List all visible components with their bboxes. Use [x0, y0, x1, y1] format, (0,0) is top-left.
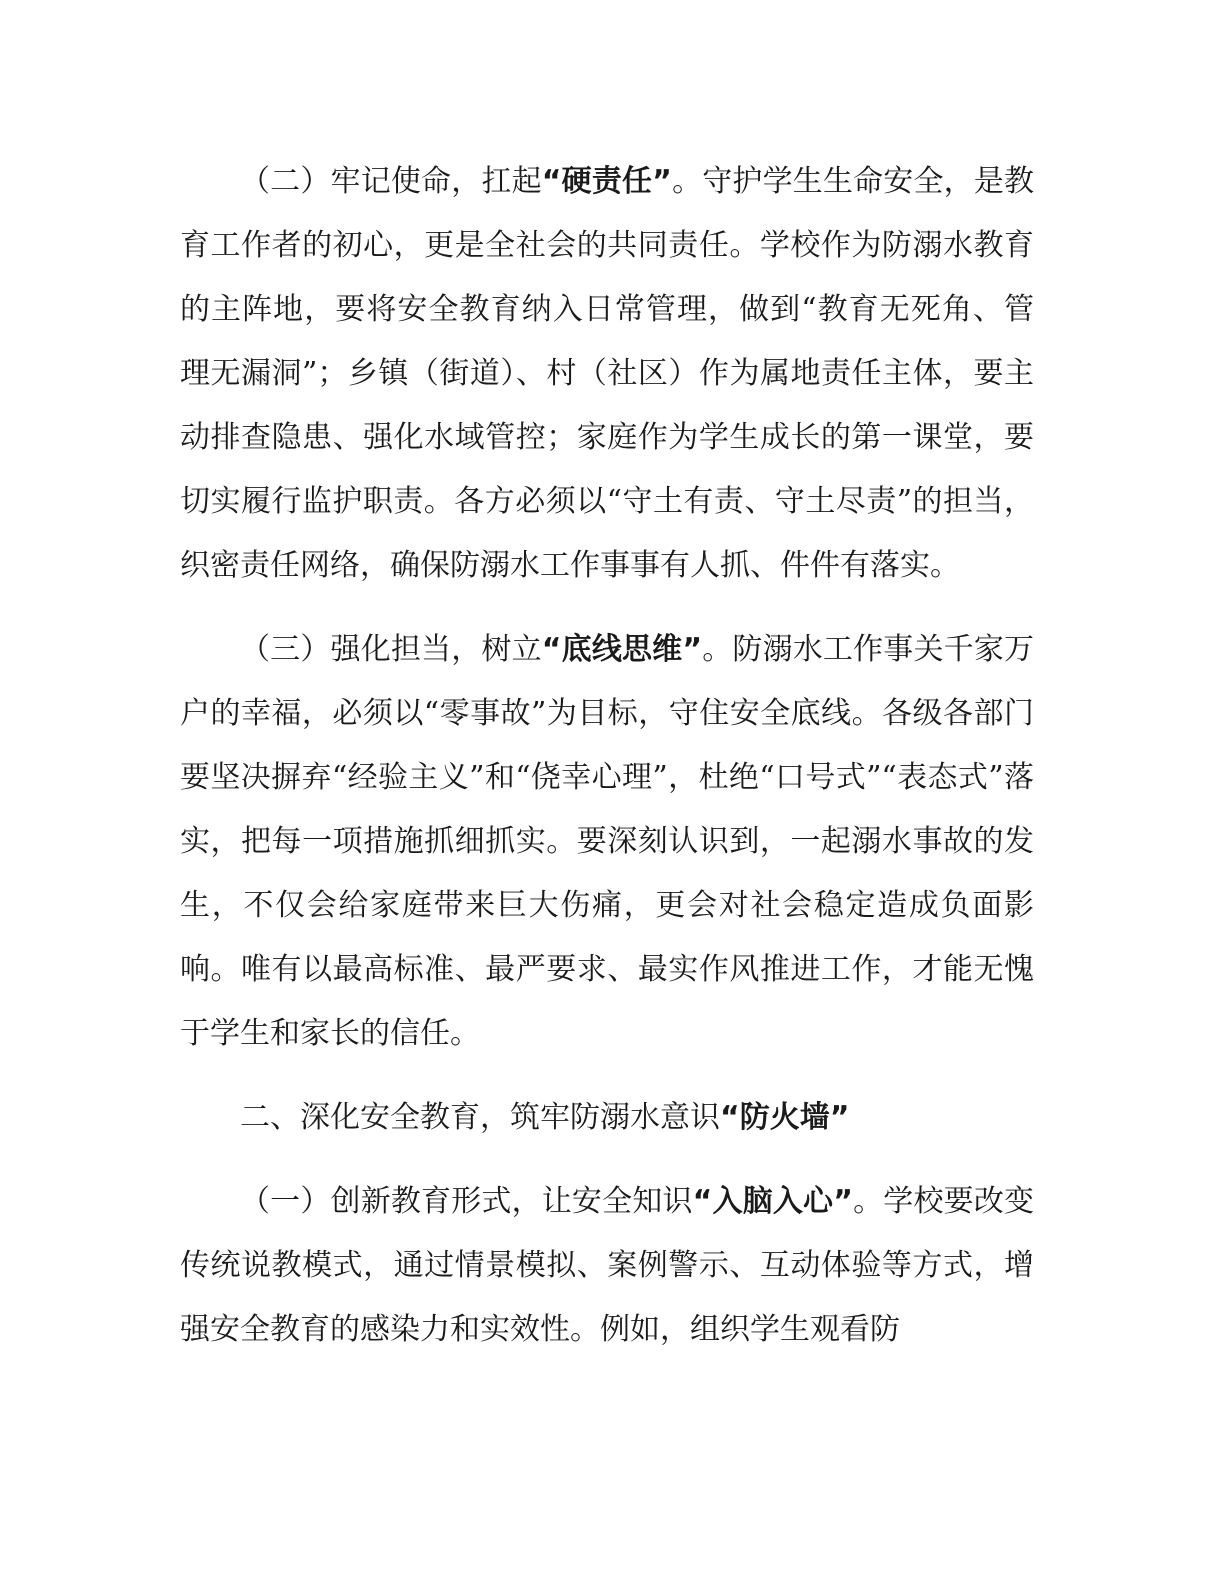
- document-body: [180, 150, 1034, 1382]
- paragraph-lead: （二）牢记使命，扛起: [240, 164, 542, 199]
- paragraph-body: 。守护学生生命安全，是教育工作者的初心，更是全社会的共同责任。学校作为防溺水教育的主阵地，要将安全教育纳入日常管理，做到“教育无死角、管理无漏洞”；乡镇（街道）、村（社区）作为属地责任主体，要主动排查隐患、强化水域管控；家庭作为学生成长的第一课堂，要切实履行监护职责。各方必须以“守土有责、守土尽责”的担当，织密责任网络，确保防溺水工作事事有人抓、件件有落实。: [180, 164, 1035, 583]
- paragraph-lead: （一）创新教育形式，让安全知识: [240, 1184, 693, 1219]
- paragraph-body: 。防溺水工作事关千家万户的幸福，必须以“零事故”为目标，守住安全底线。各级各部门要坚决摒弃“经验主义”和“侥幸心理”，杜绝“口号式”“表态式”落实，把每一项措施抓细抓实。要深刻认识到，一起溺水事故的发生，不仅会给家庭带来巨大伤痛，更会对社会稳定造成负面影响。唯有以最高标准、最严要求、最实作风推进工作，才能无愧于学生和家长的信任。: [180, 632, 1035, 1051]
- paragraph-body: 。学校要改变传统说教模式，通过情景模拟、案例警示、互动体验等方式，增强安全教育的感染力和实效性。例如，组织学生观看防: [180, 1184, 1035, 1347]
- paragraph-keyword: “入脑入心”: [692, 1184, 853, 1219]
- section-heading-keyword: “防火墙”: [720, 1100, 850, 1135]
- section-heading: [180, 1086, 1034, 1150]
- paragraph-keyword: “硬责任”: [541, 164, 672, 199]
- paragraph-hard-responsibility: [180, 150, 1034, 598]
- paragraph-lead: （三）强化担当，树立: [240, 632, 542, 667]
- section-heading-lead: 二、深化安全教育，筑牢防溺水意识: [240, 1100, 720, 1135]
- paragraph-bottom-line-thinking: [180, 618, 1034, 1066]
- paragraph-keyword: “底线思维”: [541, 632, 703, 667]
- paragraph-innovate-education: [180, 1170, 1034, 1362]
